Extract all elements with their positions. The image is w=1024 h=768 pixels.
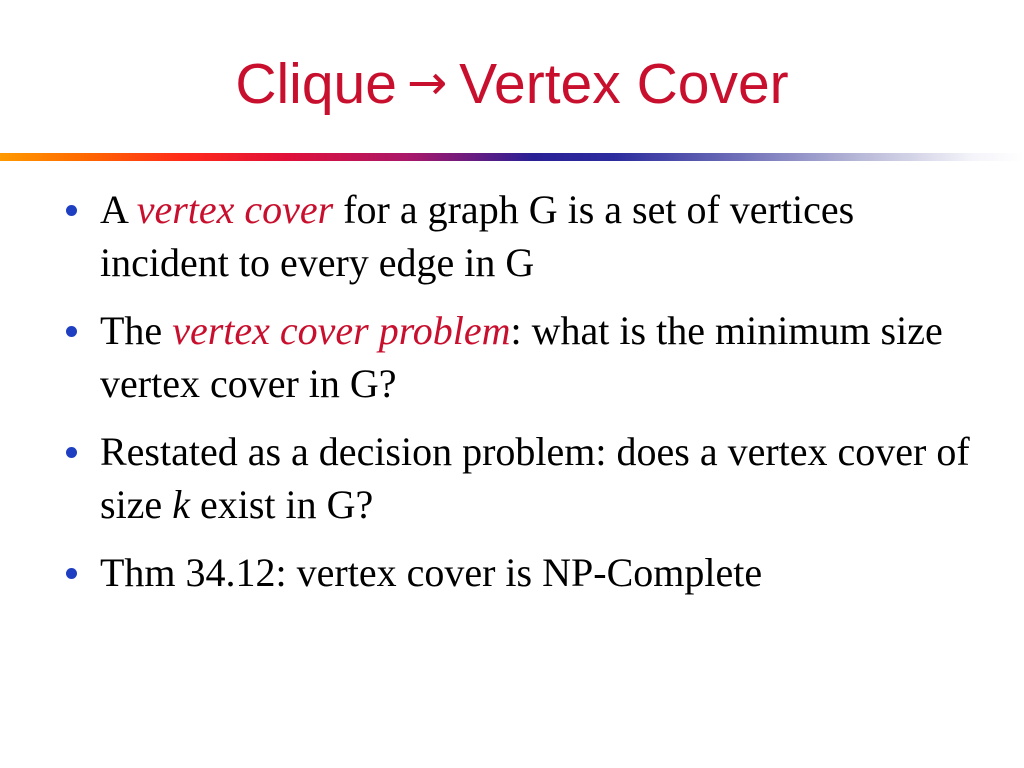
bullet-text-post: : what is the minimum size vertex cover in G? <box>100 308 943 406</box>
bullet-italic-k: k <box>172 482 190 527</box>
title-divider <box>0 153 1024 161</box>
slide-title <box>0 50 1024 121</box>
bullet-item <box>58 304 988 410</box>
title-left: Clique <box>235 52 397 116</box>
bullet-text-pre: Restated as a decision problem: does a vertex cover of size <box>100 429 970 527</box>
bullet-text: Thm 34.12: vertex cover is NP-Complete <box>100 550 763 595</box>
bullet-item <box>58 183 988 289</box>
bullet-item <box>58 425 988 531</box>
bullet-dot-icon <box>66 326 77 337</box>
bullet-dot-icon <box>66 568 77 579</box>
bullet-text-post: for a graph G is a set of vertices incident to every edge in G <box>100 187 855 285</box>
right-arrow-icon: → <box>406 55 448 111</box>
bullet-item <box>58 546 988 599</box>
bullet-dot-icon <box>66 205 77 216</box>
bullet-list <box>58 183 988 614</box>
bullet-dot-icon <box>66 447 77 458</box>
bullet-text-pre: A <box>100 187 137 232</box>
bullet-emphasis: vertex cover <box>136 187 334 232</box>
bullet-emphasis: vertex cover problem <box>172 308 511 353</box>
title-right: Vertex Cover <box>459 52 789 116</box>
bullet-text-pre: The <box>100 308 173 353</box>
bullet-text-post: exist in G? <box>189 482 374 527</box>
